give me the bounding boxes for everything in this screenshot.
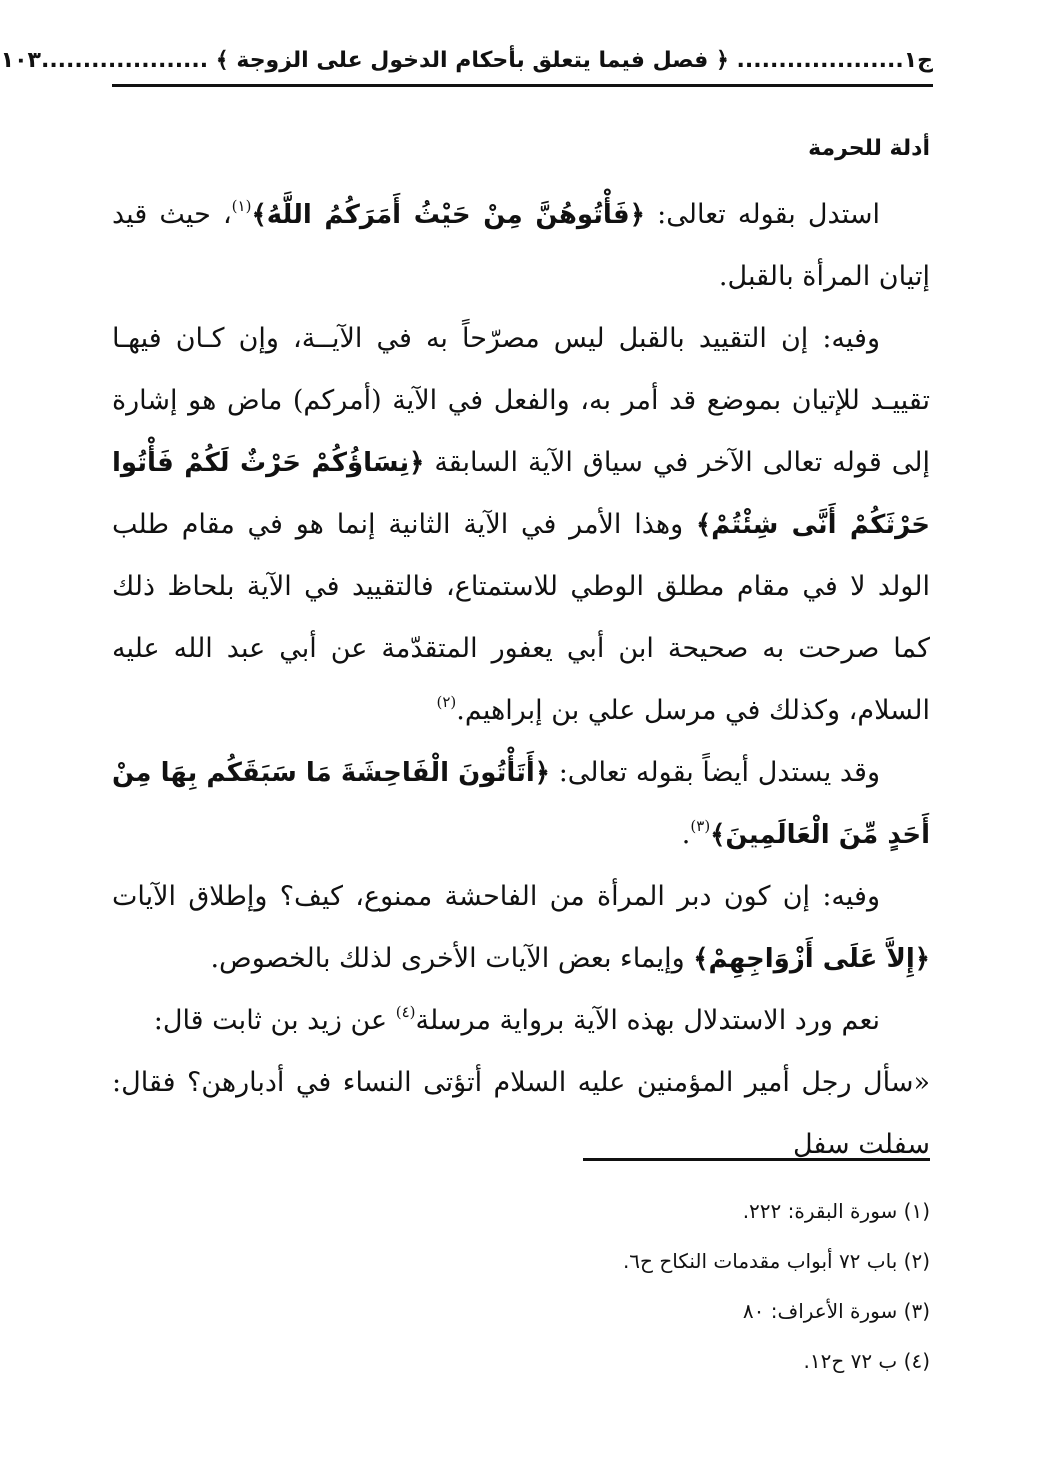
paragraph-text: . (681, 819, 691, 850)
paragraph-text: نعم ورد الاستدلال بهذه الآية برواية مرسلة (415, 1005, 880, 1036)
footnote-item: (١) سورة البقرة: ٢٢٢. (742, 1199, 930, 1223)
paragraph-text: وفيه: إن التقييد بالقبل ليس مصرّحاً به في الآيــة، وإن كـان فيهـا تقييـد للإتيان بموضع قد أمر به، والفعل في الآية (أمركم) ماض هو إشارة إلى قوله تعالى الآخر في سياق الآية السابقة (112, 323, 930, 478)
header-dots-left: .................... (40, 47, 209, 73)
page-number: ١٠٣ (0, 47, 41, 73)
paragraph-3 (112, 742, 930, 866)
paragraph-text: ، حيث قيد إتيان المرأة بالقبل. (112, 199, 930, 292)
chapter-title: ﴿ فصل فيما يتعلق بأحكام الدخول على الزوجة ﴾ (215, 47, 729, 73)
volume-label: ج١ (903, 47, 933, 73)
footnote-item: (٣) سورة الأعراف: ٨٠ (742, 1299, 930, 1323)
footnote-ref: (٣) (690, 817, 711, 835)
paragraph-text: وقد يستدل أيضاً بقوله تعالى: (550, 757, 880, 788)
footnotes (112, 1186, 930, 1386)
paragraph-2 (112, 308, 930, 742)
quran-quote: ﴿أَتَأْتُونَ الْفَاحِشَةَ مَا سَبَقَكُم بِهَا مِنْ أَحَدٍ مِّنَ الْعَالَمِينَ﴾ (112, 758, 930, 850)
paragraph-text: وإيماء بعض الآيات الأخرى لذلك بالخصوص. (210, 943, 694, 974)
header-dots-right: .................... (736, 47, 904, 73)
footnote-ref: (٤) (395, 1003, 416, 1021)
paragraph-1 (112, 184, 930, 308)
paragraph-text: «سأل رجل أمير المؤمنين عليه السلام أتؤتى النساء في أدبارهن؟ فقال: سفلت سفل (112, 1067, 930, 1160)
paragraph-text: عن زيد بن ثابت قال: (153, 1005, 396, 1036)
footnote-item: (٢) باب ٧٢ أبواب مقدمات النكاح ح٦. (622, 1249, 930, 1273)
quran-quote: ﴿إِلاَّ عَلَى أَزْوَاجِهِمْ﴾ (693, 944, 930, 974)
header-title-line (41, 48, 904, 73)
footnote-ref: (١) (231, 197, 252, 215)
section-heading: أدلة للحرمة (808, 136, 930, 161)
footnote-ref: (٢) (436, 693, 457, 711)
footnote-divider (583, 1158, 930, 1161)
quran-quote: ﴿فَأْتُوهُنَّ مِنْ حَيْثُ أَمَرَكُمُ اللَّهُ﴾ (251, 200, 645, 230)
header-divider (112, 84, 933, 87)
main-text (112, 184, 930, 1176)
paragraph-text: استدل بقوله تعالى: (644, 199, 880, 230)
running-header (0, 38, 933, 82)
paragraph-5 (112, 990, 930, 1052)
paragraph-text: وفيه: إن كون دبر المرأة من الفاحشة ممنوع، كيف؟ وإطلاق الآيات (112, 881, 880, 912)
paragraph-text: وهذا الأمر في الآية الثانية إنما هو في مقام طلب الولد لا في مقام مطلق الوطي للاستمتاع، فالتقييد في الآية بلحاظ ذلك كما صرحت به صحيحة ابن أبي يعفور المتقدّمة عن أبي عبد الله عليه السلام، وكذلك في مرسل علي بن إبراهيم. (112, 509, 930, 726)
paragraph-4 (112, 866, 930, 990)
quran-quote: ﴿نِسَاؤُكُمْ حَرْثٌ لَكُمْ فَأْتُوا حَرْثَكُمْ أَنَّى شِئْتُمْ﴾ (112, 448, 931, 540)
footnote-item: (٤) ب ٧٢ ح١٢. (803, 1349, 930, 1373)
